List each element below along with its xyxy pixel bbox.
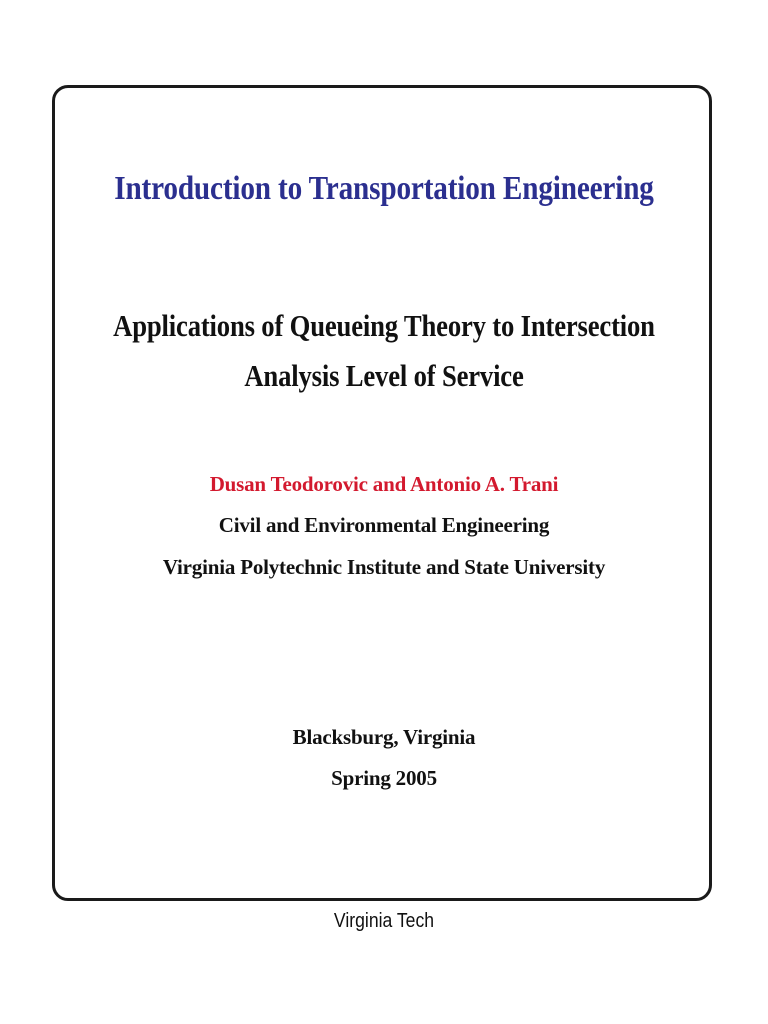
university: Virginia Polytechnic Institute and State University [162, 555, 606, 579]
presentation-title-line-1: Applications of Queueing Theory to Intersection [113, 308, 655, 343]
department: Civil and Environmental Engineering [218, 513, 550, 537]
course-title: Introduction to Transportation Engineering [114, 170, 654, 207]
authors: Dusan Teodorovic and Antonio A. Trani [209, 472, 559, 496]
presentation-title-line-2: Analysis Level of Service [244, 358, 524, 393]
location: Blacksburg, Virginia [292, 725, 476, 749]
footer-label: Virginia Tech [333, 910, 435, 932]
term: Spring 2005 [331, 766, 437, 790]
